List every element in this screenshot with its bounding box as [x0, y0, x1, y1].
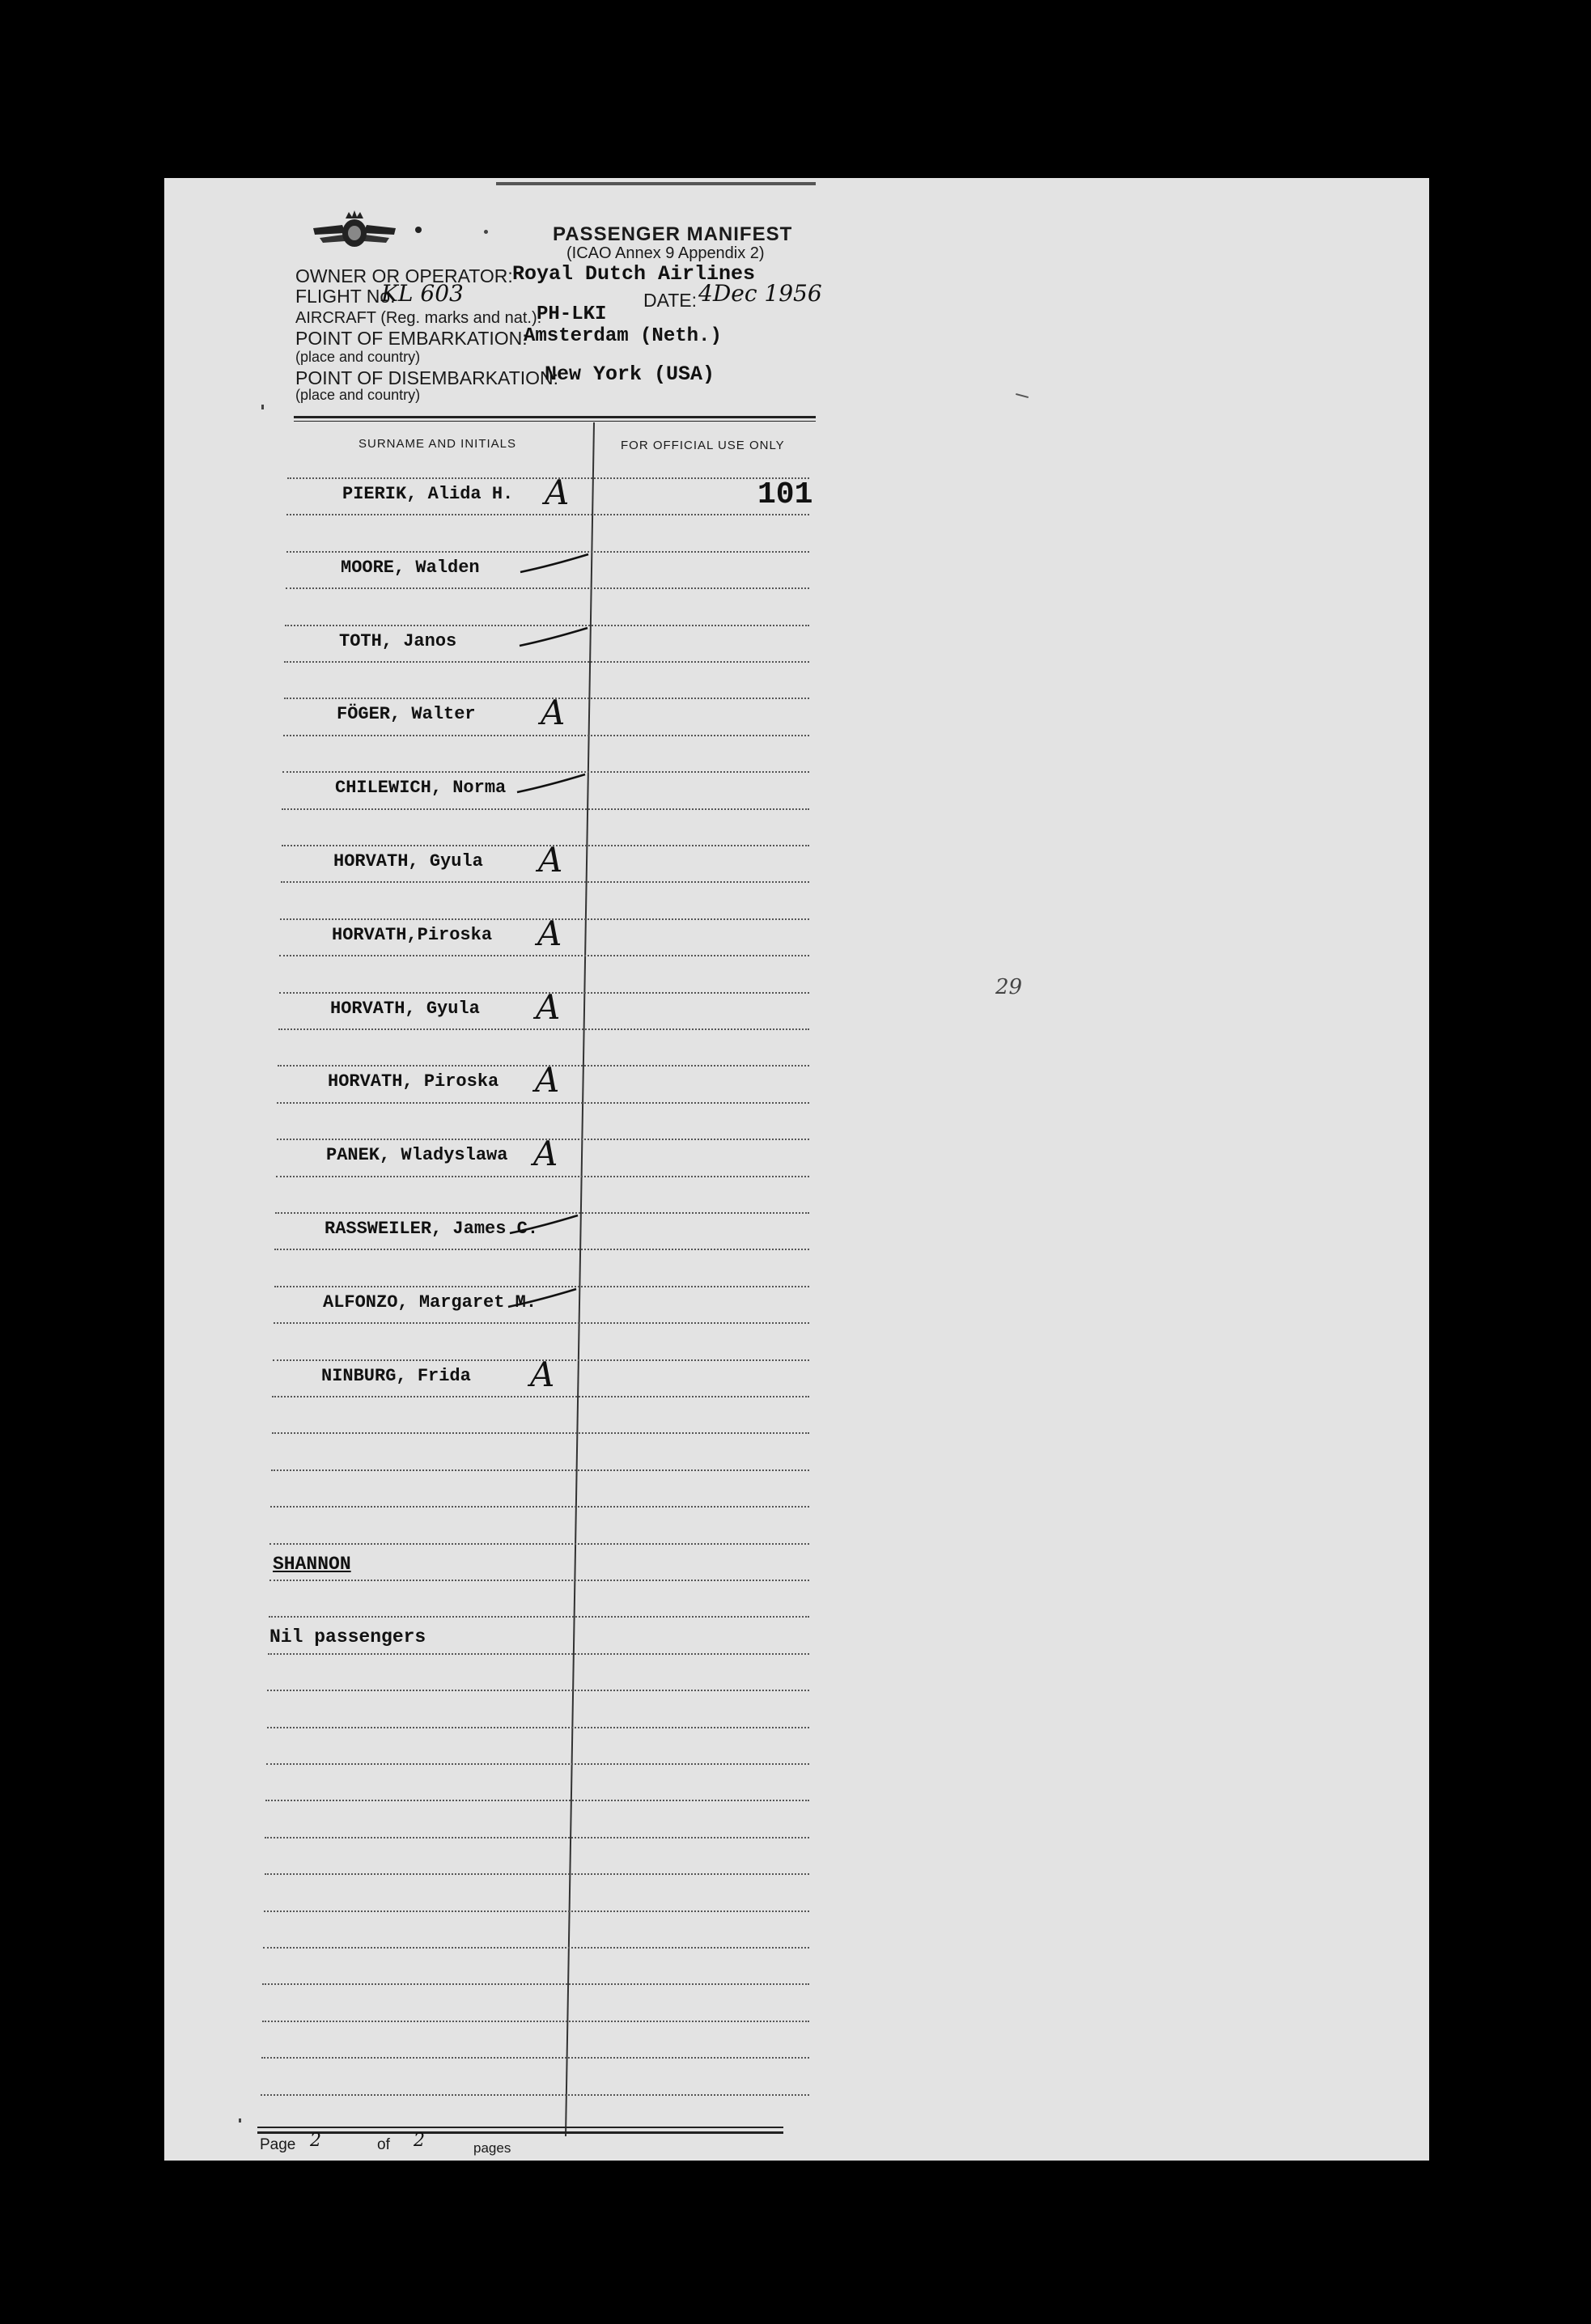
of-value: 2	[414, 2131, 425, 2151]
flight-value: KL 603	[381, 280, 464, 307]
stray-mark	[239, 2118, 241, 2123]
disembark-label: POINT OF DISEMBARKATION:	[295, 367, 559, 388]
section-heading: SHANNON	[273, 1554, 351, 1575]
official-mark: A	[535, 1060, 560, 1101]
passenger-name: FÖGER, Walter	[337, 704, 476, 725]
row-rule	[261, 2094, 809, 2096]
passenger-name: HORVATH,Piroska	[332, 924, 493, 945]
official-mark: A	[536, 986, 561, 1027]
footer-rule	[257, 2131, 783, 2134]
manifest-subtitle: (ICAO Annex 9 Appendix 2)	[566, 244, 765, 262]
row-rule	[269, 1543, 809, 1545]
aircraft-value: PH-LKI	[537, 303, 607, 325]
row-rule	[284, 661, 809, 663]
row-rule	[268, 1653, 809, 1655]
official-mark: A	[530, 1354, 555, 1394]
row-rule	[269, 1616, 809, 1618]
row-rule	[271, 1469, 809, 1471]
row-rule	[264, 1911, 809, 1912]
embark-value: Amsterdam (Neth.)	[524, 325, 722, 347]
row-rule	[281, 881, 809, 883]
row-rule	[283, 735, 809, 736]
row-rule	[270, 1506, 809, 1508]
row-rule	[272, 1396, 809, 1397]
official-mark: A	[533, 1134, 558, 1174]
official-tick	[507, 1283, 579, 1315]
passenger-name: CHILEWICH, Norma	[335, 778, 507, 799]
of-label: of	[377, 2136, 390, 2153]
row-rule	[286, 587, 809, 589]
passenger-name: PANEK, Wladyslawa	[326, 1145, 508, 1166]
passenger-name: HORVATH, Gyula	[330, 998, 480, 1019]
passenger-name: HORVATH, Piroska	[328, 1071, 499, 1092]
date-value: 4Dec 1956	[698, 280, 822, 307]
official-tick	[515, 768, 588, 800]
disembark-note: (place and country)	[295, 387, 421, 403]
official-mark: A	[545, 473, 570, 512]
row-rule	[265, 1837, 809, 1838]
passenger-name: RASSWEILER, James C.	[325, 1219, 539, 1239]
row-rule	[272, 1432, 809, 1434]
manifest-title: PASSENGER MANIFEST	[553, 223, 793, 245]
pages-label: pages	[473, 2140, 511, 2156]
passenger-name: ALFONZO, Margaret M.	[323, 1291, 537, 1313]
embark-label: POINT OF EMBARKATION:	[295, 328, 528, 349]
flight-label: FLIGHT No.	[295, 286, 396, 307]
official-tick	[508, 1209, 581, 1241]
row-rule	[262, 2021, 809, 2022]
official-mark: A	[538, 840, 563, 880]
row-rule	[274, 1322, 809, 1324]
passenger-name: NINBURG, Frida	[321, 1365, 471, 1386]
owner-label: OWNER OR OPERATOR:	[295, 265, 513, 286]
page-label: Page	[260, 2136, 296, 2153]
passenger-name: PIERIK, Alida H.	[342, 484, 514, 504]
row-rule	[282, 808, 809, 810]
row-rule	[266, 1763, 809, 1765]
column-header-surname: SURNAME AND INITIALS	[359, 437, 517, 451]
row-rule	[269, 1580, 809, 1581]
stray-mark	[261, 405, 264, 409]
official-tick	[518, 621, 591, 654]
column-divider	[164, 178, 1429, 2161]
row-rule	[286, 514, 809, 515]
official-tick	[519, 548, 592, 580]
row-rule	[265, 1800, 809, 1801]
passenger-name: MOORE, Walden	[341, 557, 480, 578]
manifest-page	[164, 178, 1429, 2161]
row-rule	[262, 1983, 809, 1985]
embark-note: (place and country)	[295, 349, 421, 365]
official-mark: A	[541, 693, 566, 733]
margin-note: 29	[995, 975, 1023, 999]
row-rule	[267, 1690, 809, 1691]
owner-value: Royal Dutch Airlines	[512, 262, 756, 286]
manifest-number: 101	[757, 477, 813, 512]
disembark-value: New York (USA)	[545, 363, 715, 386]
date-label: DATE:	[643, 290, 698, 311]
row-rule	[261, 2057, 809, 2059]
row-rule	[276, 1176, 809, 1177]
row-rule	[267, 1727, 809, 1728]
section-note: Nil passengers	[269, 1626, 426, 1648]
official-mark: A	[537, 913, 562, 953]
row-rule	[278, 1028, 809, 1030]
page-value: 2	[310, 2131, 321, 2151]
row-rule	[263, 1947, 809, 1949]
aircraft-label: AIRCRAFT (Reg. marks and nat.):	[295, 309, 542, 327]
passenger-name: HORVATH, Gyula	[333, 851, 483, 872]
row-rule	[277, 1102, 809, 1104]
footer-rule	[257, 2127, 783, 2128]
row-rule	[279, 955, 809, 956]
column-header-official: FOR OFFICIAL USE ONLY	[621, 439, 785, 452]
row-rule	[265, 1873, 809, 1875]
row-rule	[274, 1249, 809, 1250]
passenger-name: TOTH, Janos	[339, 630, 457, 651]
